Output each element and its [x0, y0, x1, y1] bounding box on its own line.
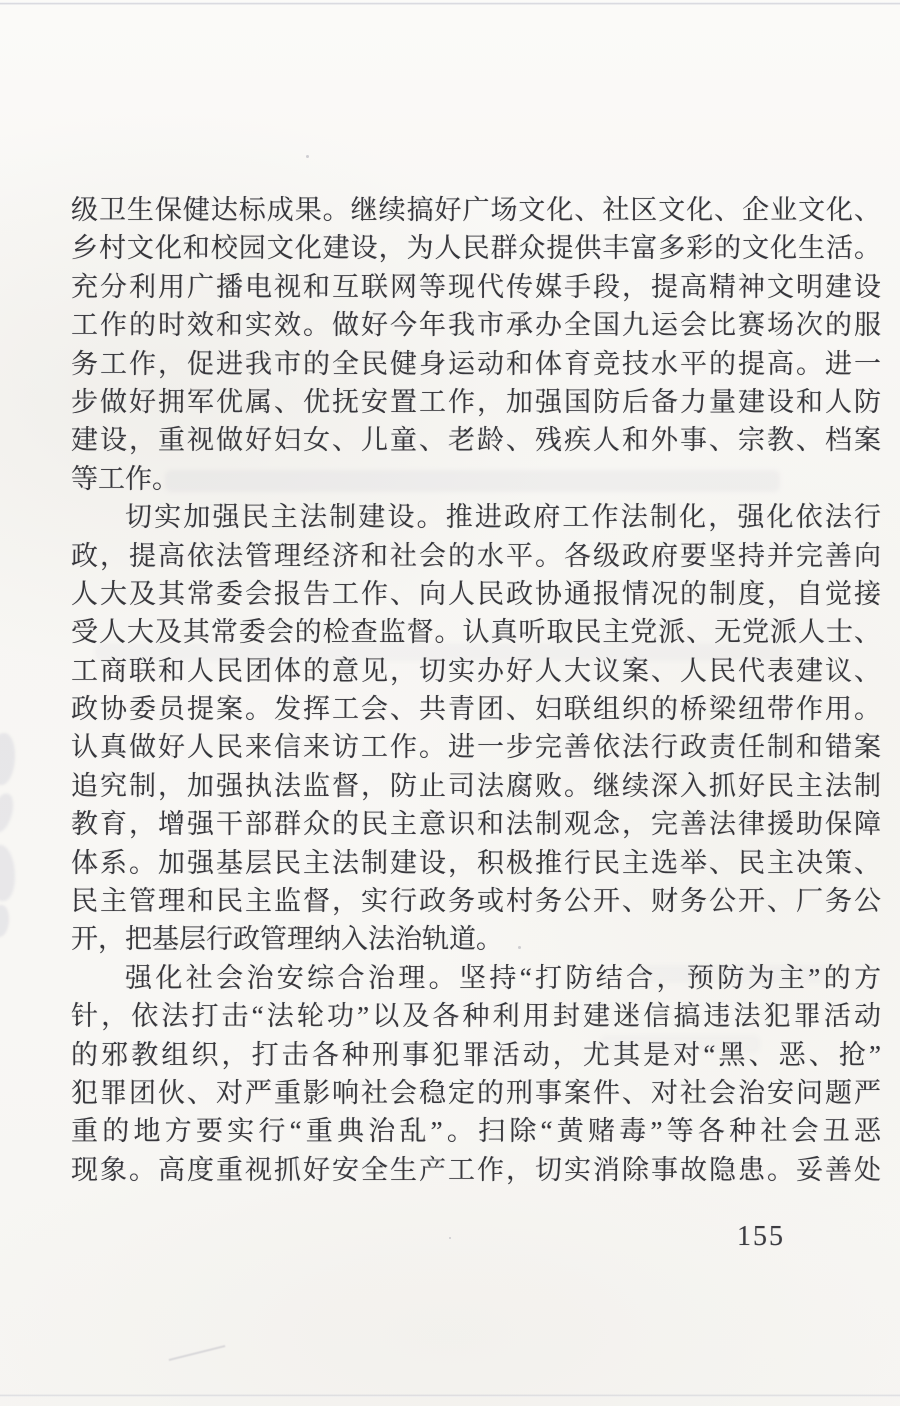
text-line: 犯罪团伙、对严重影响社会稳定的刑事案件、对社会治安问题严 [71, 1077, 881, 1108]
scan-edge-top [0, 2, 900, 5]
page-number: 155 [737, 1221, 785, 1252]
text-line: 人大及其常委会报告工作、向人民政协通报情况的制度，自觉接 [71, 578, 881, 609]
text-line: 工商联和人民团体的意见，切实办好人大议案、人民代表建议、 [71, 655, 881, 686]
text-line: 民主管理和民主监督，实行政务或村务公开、财务公开、厂务公 [71, 886, 881, 917]
text-line: 体系。加强基层民主法制建设，积极推行民主选举、民主决策、 [71, 847, 881, 878]
text-line: 步做好拥军优属、优抚安置工作，加强国防后备力量建设和人防 [71, 386, 881, 417]
scan-speck [306, 155, 309, 158]
scan-scratch-mark [169, 1345, 226, 1361]
text-line: 工作的时效和实效。做好今年我市承办全国九运会比赛场次的服 [71, 310, 881, 341]
scan-edge-bottom [0, 1394, 900, 1397]
text-line: 建设，重视做好妇女、儿童、老龄、残疾人和外事、宗教、档案 [71, 425, 881, 456]
scan-bleed-mark [0, 843, 19, 902]
scan-speck [449, 1237, 451, 1239]
text-line: 等工作。 [71, 463, 179, 494]
scan-bleed-mark [0, 733, 15, 785]
text-line: 受人大及其常委会的检查监督。认真听取民主党派、无党派人士、 [71, 617, 881, 648]
text-line: 的邪教组织，打击各种刑事犯罪活动，尤其是对“黑、恶、抢” [71, 1039, 881, 1070]
text-line: 务工作，促进我市的全民健身运动和体育竞技水平的提高。进一 [71, 348, 881, 379]
text-line: 政，提高依法管理经济和社会的水平。各级政府要坚持并完善向 [71, 540, 881, 571]
text-line: 充分利用广播电视和互联网等现代传媒手段，提高精神文明建设 [71, 271, 881, 302]
text-line: 认真做好人民来信来访工作。进一步完善依法行政责任制和错案 [71, 732, 881, 763]
text-line: 级卫生保健达标成果。继续搞好广场文化、社区文化、企业文化、 [71, 195, 881, 225]
text-line: 切实加强民主法制建设。推进政府工作法制化，强化依法行 [125, 502, 881, 533]
paragraph [71, 191, 881, 498]
text-line: 乡村文化和校园文化建设，为人民群众提供丰富多彩的文化生活。 [71, 233, 881, 264]
paragraph [71, 498, 881, 959]
text-line: 现象。高度重视抓好安全生产工作，切实消除事故隐患。妥善处 [71, 1154, 881, 1185]
scan-bleed-mark [0, 791, 16, 834]
text-line: 追究制，加强执法监督，防止司法腐败。继续深入抓好民主法制 [71, 770, 881, 801]
page-body-text [71, 191, 881, 1189]
text-line: 开，把基层行政管理纳入法治轨道。 [71, 924, 503, 955]
scan-bleed-mark [0, 905, 9, 937]
text-line: 政协委员提案。发挥工会、共青团、妇联组织的桥梁纽带作用。 [71, 694, 881, 725]
text-line: 重的地方要实行“重典治乱”。扫除“黄赌毒”等各种社会丑恶 [71, 1116, 881, 1147]
text-line: 教育，增强干部群众的民主意识和法制观念，完善法律援助保障 [71, 809, 881, 840]
paragraph [71, 959, 881, 1189]
text-line: 强化社会治安综合治理。坚持“打防结合，预防为主”的方 [125, 962, 881, 993]
text-line: 针，依法打击“法轮功”以及各种利用封建迷信搞违法犯罪活动 [71, 1001, 881, 1032]
